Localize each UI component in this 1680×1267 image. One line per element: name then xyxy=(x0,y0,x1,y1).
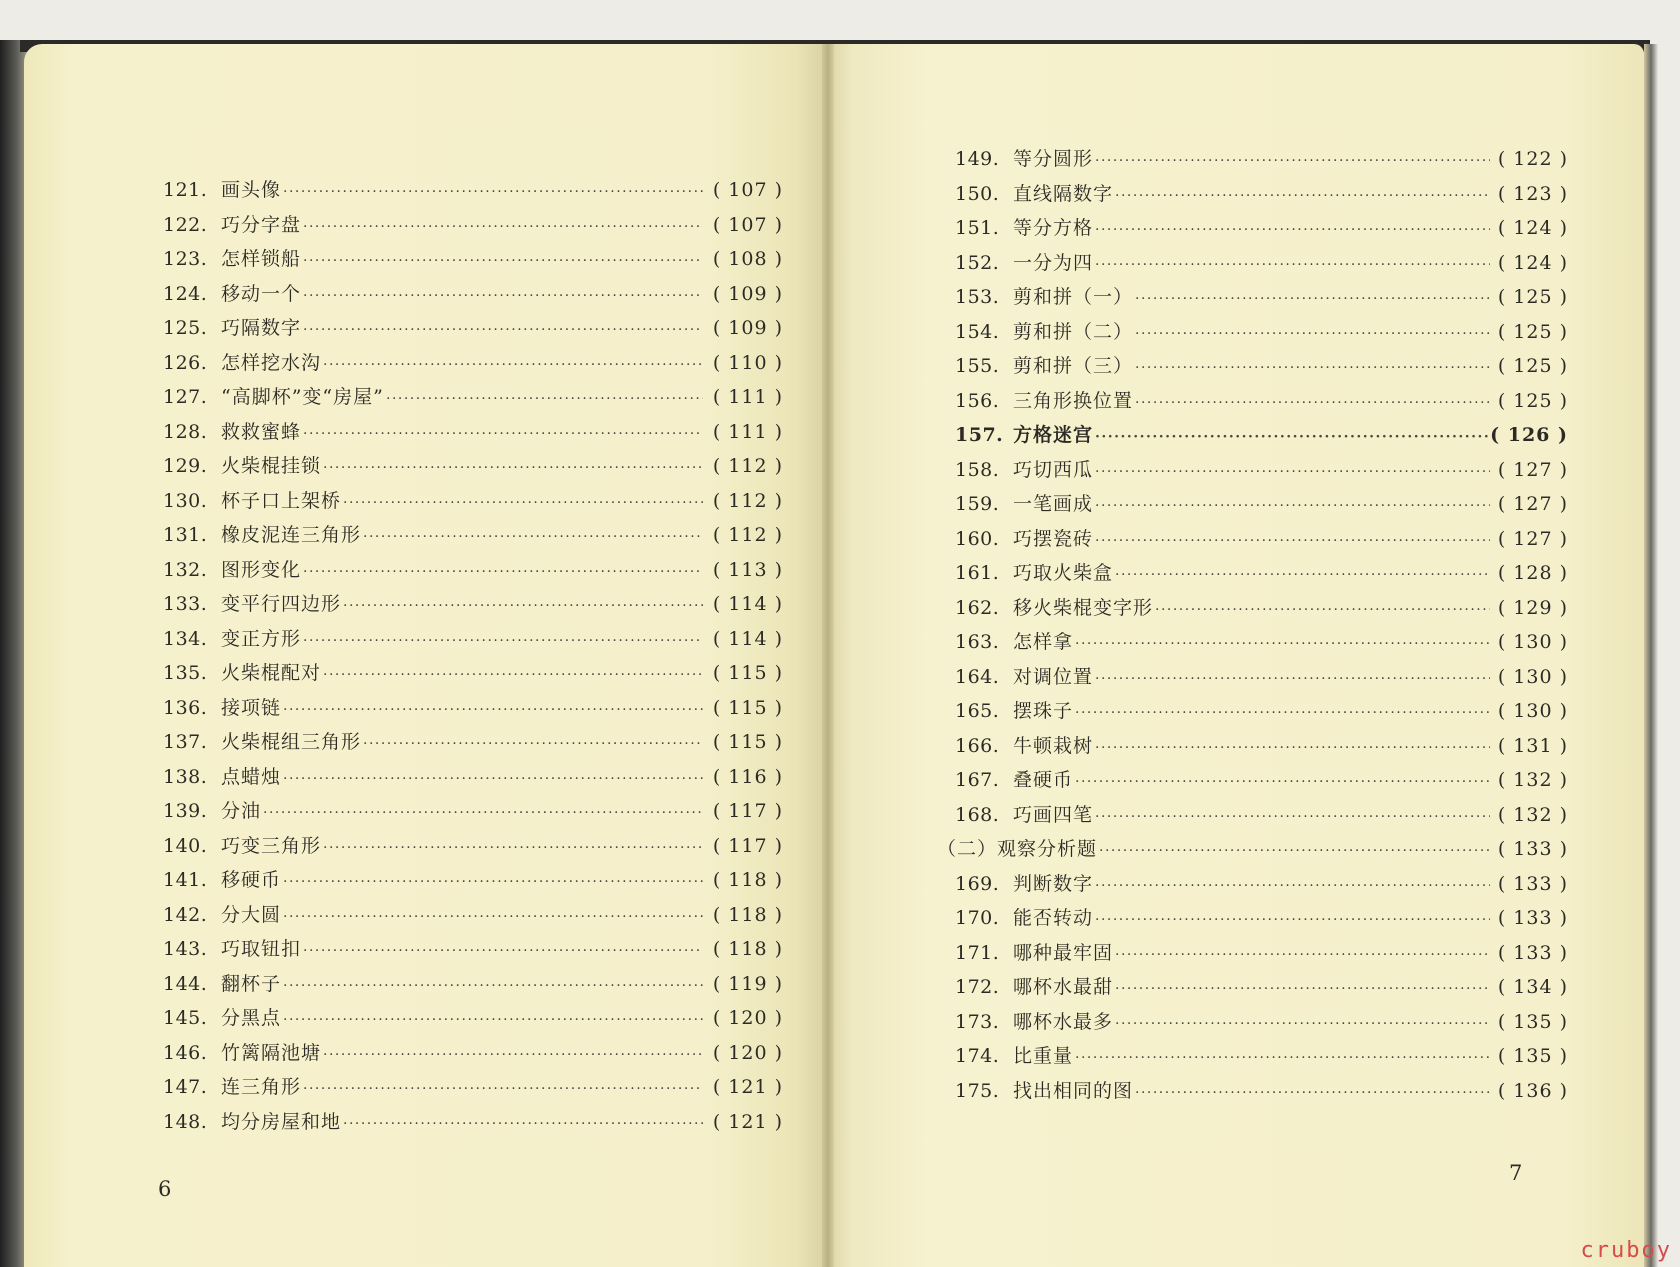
toc-entry-title: 剪和拼（一） xyxy=(1013,286,1134,308)
toc-entry-number: 148. xyxy=(163,1110,208,1133)
toc-entry-number: 163. xyxy=(955,631,1000,653)
toc-entry-number: 132. xyxy=(163,558,208,581)
toc-entry xyxy=(955,798,1568,833)
toc-entry xyxy=(163,691,783,726)
toc-entry-number: 121. xyxy=(163,179,208,201)
toc-entry-number: 131. xyxy=(163,524,208,546)
toc-entry-title: 等分方格 xyxy=(1013,217,1094,239)
toc-entry xyxy=(955,625,1568,660)
toc-entry-number: 144. xyxy=(163,972,208,995)
dot-leader xyxy=(1075,1039,1490,1074)
toc-entry-title: 能否转动 xyxy=(1013,907,1094,929)
toc-entry-title: 直线隔数字 xyxy=(1013,182,1114,205)
toc-entry-number: 166. xyxy=(955,734,1000,757)
toc-entry-title: 移动一个 xyxy=(221,282,302,305)
toc-entry-title: 救救蜜蜂 xyxy=(221,420,302,443)
toc-entry-number: 139. xyxy=(163,800,208,822)
toc-entry xyxy=(163,173,783,208)
toc-entry xyxy=(955,970,1568,1005)
dot-leader xyxy=(323,829,703,864)
dot-leader xyxy=(1095,798,1490,833)
toc-entry-page: ( 127 ) xyxy=(1497,458,1568,481)
toc-entry-number: 157. xyxy=(955,424,1004,446)
toc-entry-page: ( 130 ) xyxy=(1497,665,1568,688)
toc-entry xyxy=(955,1039,1568,1074)
toc-entry-number: 171. xyxy=(955,941,1000,964)
toc-entry-title: 判断数字 xyxy=(1013,872,1094,895)
toc-entry-title: 三角形换位置 xyxy=(1013,389,1134,412)
toc-entry-number: 154. xyxy=(955,320,1000,343)
toc-entry-page: ( 123 ) xyxy=(1497,182,1568,205)
dot-leader xyxy=(1095,729,1490,764)
dot-leader xyxy=(1135,384,1490,419)
dot-leader xyxy=(283,691,703,726)
toc-entry-page: ( 107 ) xyxy=(712,179,783,201)
toc-entry-number: 158. xyxy=(955,458,1000,481)
dot-leader xyxy=(283,173,703,208)
toc-entry xyxy=(955,522,1568,557)
toc-entry-title: 杯子口上架桥 xyxy=(221,489,342,512)
toc-entry-title: 找出相同的图 xyxy=(1013,1079,1134,1102)
toc-entry-title: 怎样锁船 xyxy=(221,248,302,270)
toc-entry-number: 175. xyxy=(955,1079,1000,1102)
toc-entry-title: 剪和拼（三） xyxy=(1013,355,1134,377)
toc-entry-page: ( 134 ) xyxy=(1497,976,1568,998)
toc-entry-page: ( 114 ) xyxy=(712,593,783,615)
toc-entry-number: 150. xyxy=(955,182,1000,205)
toc-list-left xyxy=(163,173,783,1139)
toc-entry-title: 摆珠子 xyxy=(1013,700,1074,722)
toc-entry-number: 137. xyxy=(163,731,208,753)
toc-entry-number: 127. xyxy=(163,386,208,408)
dot-leader xyxy=(283,760,703,795)
toc-entry xyxy=(955,556,1568,591)
toc-entry-number: 169. xyxy=(955,872,1000,895)
toc-entry-page: ( 111 ) xyxy=(712,386,783,408)
toc-entry-title: 哪种最牢固 xyxy=(1013,941,1114,964)
dot-leader xyxy=(303,1070,703,1105)
toc-entry-title: 怎样拿 xyxy=(1013,631,1074,653)
toc-entry-number: 170. xyxy=(955,907,1000,929)
toc-entry xyxy=(163,1105,783,1140)
dot-leader xyxy=(386,380,703,415)
toc-entry xyxy=(163,242,783,277)
toc-entry-title: 巧画四笔 xyxy=(1013,803,1094,826)
toc-entry-page: ( 116 ) xyxy=(712,765,783,788)
toc-list-right xyxy=(937,142,1568,1108)
toc-entry xyxy=(163,898,783,933)
toc-entry xyxy=(163,518,783,553)
dot-leader xyxy=(1115,936,1490,971)
dot-leader xyxy=(303,553,703,588)
toc-entry-page: ( 111 ) xyxy=(712,420,783,443)
book-right-edge xyxy=(1644,44,1658,1267)
dot-leader xyxy=(303,932,703,967)
toc-entry-title: 移火柴棍变字形 xyxy=(1013,596,1154,619)
toc-entry xyxy=(163,622,783,657)
dot-leader xyxy=(263,794,703,829)
dot-leader xyxy=(1115,1005,1490,1040)
dot-leader xyxy=(1099,832,1490,867)
toc-entry xyxy=(955,867,1568,902)
toc-entry-number: 160. xyxy=(955,527,1000,550)
toc-entry-page: ( 136 ) xyxy=(1497,1079,1568,1102)
dot-leader xyxy=(1155,591,1490,626)
toc-entry xyxy=(955,660,1568,695)
toc-entry-page: ( 127 ) xyxy=(1497,493,1568,515)
toc-entry-page: ( 109 ) xyxy=(712,317,783,339)
toc-entry-title: “高脚杯”变“房屋” xyxy=(221,386,384,408)
dot-leader xyxy=(1135,349,1490,384)
dot-leader xyxy=(343,484,703,519)
toc-entry-title: 火柴棍配对 xyxy=(221,662,322,684)
toc-entry xyxy=(163,449,783,484)
toc-section-heading xyxy=(937,832,1568,867)
dot-leader xyxy=(1135,1074,1490,1109)
toc-entry-page: ( 118 ) xyxy=(712,903,783,926)
toc-entry-page: ( 133 ) xyxy=(1497,941,1568,964)
toc-entry-number: 130. xyxy=(163,489,208,512)
toc-entry-title: 点蜡烛 xyxy=(221,765,282,788)
toc-entry-page: ( 135 ) xyxy=(1497,1045,1568,1067)
toc-entry xyxy=(163,794,783,829)
toc-entry xyxy=(163,1001,783,1036)
dot-leader xyxy=(1135,280,1490,315)
toc-entry xyxy=(955,384,1568,419)
toc-entry-number: 161. xyxy=(955,562,1000,584)
toc-entry-number: 126. xyxy=(163,351,208,374)
dot-leader xyxy=(1115,970,1490,1005)
dot-leader xyxy=(283,898,703,933)
dot-leader xyxy=(343,587,703,622)
toc-entry-title: 接项链 xyxy=(221,696,282,719)
toc-entry-number: 159. xyxy=(955,493,1000,515)
toc-entry-title: 均分房屋和地 xyxy=(221,1110,342,1133)
toc-entry-number: 128. xyxy=(163,420,208,443)
toc-entry-page: ( 112 ) xyxy=(712,524,783,546)
toc-entry-title: 哪杯水最甜 xyxy=(1013,976,1114,998)
dot-leader xyxy=(303,242,703,277)
toc-entry-number: 135. xyxy=(163,662,208,684)
toc-entry xyxy=(955,280,1568,315)
toc-entry xyxy=(955,349,1568,384)
toc-entry xyxy=(163,208,783,243)
toc-entry-page: ( 117 ) xyxy=(712,800,783,822)
dot-leader xyxy=(1095,660,1490,695)
toc-entry-title: 图形变化 xyxy=(221,558,302,581)
toc-entry xyxy=(163,829,783,864)
dot-leader xyxy=(1075,763,1490,798)
dot-leader xyxy=(1095,418,1490,453)
toc-entry-page: ( 120 ) xyxy=(712,1007,783,1029)
toc-entry xyxy=(163,346,783,381)
toc-entry-page: ( 117 ) xyxy=(712,834,783,857)
toc-entry-page: ( 108 ) xyxy=(712,248,783,270)
toc-entry-page: ( 131 ) xyxy=(1497,734,1568,757)
toc-entry-page: ( 132 ) xyxy=(1497,769,1568,791)
toc-entry-number: 123. xyxy=(163,248,208,270)
toc-entry-number: 155. xyxy=(955,355,1000,377)
dot-leader xyxy=(323,1036,703,1071)
toc-entry xyxy=(955,1074,1568,1109)
toc-entry-title: 橡皮泥连三角形 xyxy=(221,524,362,546)
watermark: cruboy xyxy=(1580,1238,1672,1263)
toc-entry-number: 145. xyxy=(163,1007,208,1029)
page-number-right: 7 xyxy=(1509,1161,1523,1185)
dot-leader xyxy=(1115,177,1490,212)
toc-entry-title: 巧分字盘 xyxy=(221,213,302,236)
toc-entry xyxy=(163,932,783,967)
toc-entry xyxy=(163,553,783,588)
toc-entry xyxy=(163,587,783,622)
toc-entry-page: ( 112 ) xyxy=(712,489,783,512)
toc-entry-page: ( 120 ) xyxy=(712,1041,783,1064)
toc-entry-number: 147. xyxy=(163,1076,208,1098)
toc-entry xyxy=(955,142,1568,177)
toc-entry-number: 151. xyxy=(955,217,1000,239)
toc-entry-title: （二）观察分析题 xyxy=(937,838,1098,860)
toc-entry-title: 等分圆形 xyxy=(1013,148,1094,170)
toc-entry-page: ( 115 ) xyxy=(712,731,783,753)
dot-leader xyxy=(1095,246,1490,281)
dot-leader xyxy=(283,863,703,898)
toc-entry-title: 变平行四边形 xyxy=(221,593,342,615)
dot-leader xyxy=(1135,315,1490,350)
toc-entry xyxy=(163,760,783,795)
toc-entry-title: 移硬币 xyxy=(221,869,282,891)
dot-leader xyxy=(363,518,703,553)
toc-entry-title: 巧摆瓷砖 xyxy=(1013,527,1094,550)
toc-entry-number: 149. xyxy=(955,148,1000,170)
page-number-left: 6 xyxy=(158,1177,172,1201)
dot-leader xyxy=(1095,522,1490,557)
toc-entry-page: ( 113 ) xyxy=(712,558,783,581)
toc-entry xyxy=(955,901,1568,936)
dot-leader xyxy=(1095,901,1490,936)
toc-entry-page: ( 132 ) xyxy=(1497,803,1568,826)
toc-entry-page: ( 115 ) xyxy=(712,662,783,684)
toc-entry-page: ( 112 ) xyxy=(712,455,783,477)
dot-leader xyxy=(1075,625,1490,660)
toc-entry-title: 巧变三角形 xyxy=(221,834,322,857)
toc-entry-title: 剪和拼（二） xyxy=(1013,320,1134,343)
toc-entry xyxy=(955,487,1568,522)
toc-entry xyxy=(955,591,1568,626)
toc-entry-page: ( 121 ) xyxy=(712,1076,783,1098)
toc-entry-number: 162. xyxy=(955,596,1000,619)
toc-entry-title: 叠硬币 xyxy=(1013,769,1074,791)
toc-entry-page: ( 121 ) xyxy=(712,1110,783,1133)
toc-entry-page: ( 133 ) xyxy=(1497,872,1568,895)
toc-entry xyxy=(955,418,1568,453)
toc-entry-number: 153. xyxy=(955,286,1000,308)
toc-entry-number: 146. xyxy=(163,1041,208,1064)
toc-entry-page: ( 135 ) xyxy=(1497,1010,1568,1033)
toc-entry-title: 牛顿栽树 xyxy=(1013,734,1094,757)
toc-entry-page: ( 118 ) xyxy=(712,869,783,891)
toc-entry-page: ( 124 ) xyxy=(1497,217,1568,239)
toc-entry-number: 134. xyxy=(163,627,208,650)
toc-entry-title: 怎样挖水沟 xyxy=(221,351,322,374)
toc-entry-number: 167. xyxy=(955,769,1000,791)
toc-entry-page: ( 110 ) xyxy=(712,351,783,374)
toc-entry xyxy=(955,694,1568,729)
toc-entry-page: ( 133 ) xyxy=(1497,907,1568,929)
toc-entry-page: ( 107 ) xyxy=(712,213,783,236)
toc-entry-title: 画头像 xyxy=(221,179,282,201)
toc-entry-page: ( 125 ) xyxy=(1497,355,1568,377)
toc-entry-page: ( 119 ) xyxy=(712,972,783,995)
toc-entry xyxy=(163,863,783,898)
toc-entry xyxy=(163,967,783,1002)
toc-entry-number: 141. xyxy=(163,869,208,891)
toc-entry-title: 火柴棍组三角形 xyxy=(221,731,362,753)
toc-entry-title: 巧切西瓜 xyxy=(1013,458,1094,481)
toc-entry-number: 136. xyxy=(163,696,208,719)
toc-entry-number: 138. xyxy=(163,765,208,788)
toc-entry-title: 火柴棍挂锁 xyxy=(221,455,322,477)
dot-leader xyxy=(303,622,703,657)
toc-entry-title: 比重量 xyxy=(1013,1045,1074,1067)
toc-entry-page: ( 126 ) xyxy=(1490,424,1568,446)
toc-entry-number: 174. xyxy=(955,1045,1000,1067)
toc-entry-number: 125. xyxy=(163,317,208,339)
dot-leader xyxy=(303,415,703,450)
dot-leader xyxy=(283,1001,703,1036)
toc-entry xyxy=(955,246,1568,281)
toc-entry-title: 一笔画成 xyxy=(1013,493,1094,515)
toc-entry xyxy=(163,380,783,415)
dot-leader xyxy=(1095,453,1490,488)
toc-entry-number: 133. xyxy=(163,593,208,615)
toc-entry xyxy=(163,484,783,519)
toc-entry-number: 164. xyxy=(955,665,1000,688)
toc-entry-number: 165. xyxy=(955,700,1000,722)
toc-entry xyxy=(163,656,783,691)
toc-entry xyxy=(955,453,1568,488)
toc-entry xyxy=(955,763,1568,798)
toc-entry-number: 173. xyxy=(955,1010,1000,1033)
toc-entry-title: 翻杯子 xyxy=(221,972,282,995)
toc-entry xyxy=(955,315,1568,350)
book-spine xyxy=(822,44,834,1267)
toc-entry xyxy=(955,177,1568,212)
toc-entry xyxy=(163,1036,783,1071)
toc-entry-number: 122. xyxy=(163,213,208,236)
dot-leader xyxy=(323,656,703,691)
dot-leader xyxy=(1095,487,1490,522)
toc-entry-number: 129. xyxy=(163,455,208,477)
dot-leader xyxy=(1115,556,1490,591)
toc-entry xyxy=(163,311,783,346)
toc-entry-page: ( 115 ) xyxy=(712,696,783,719)
toc-entry-number: 142. xyxy=(163,903,208,926)
dot-leader xyxy=(323,449,703,484)
dot-leader xyxy=(283,967,703,1002)
toc-entry-title: 巧隔数字 xyxy=(221,317,302,339)
toc-entry-page: ( 118 ) xyxy=(712,938,783,960)
toc-entry-page: ( 130 ) xyxy=(1497,700,1568,722)
toc-entry xyxy=(163,1070,783,1105)
toc-entry-title: 分大圆 xyxy=(221,903,282,926)
toc-entry-title: 对调位置 xyxy=(1013,665,1094,688)
toc-entry-page: ( 130 ) xyxy=(1497,631,1568,653)
toc-entry-title: 巧取钮扣 xyxy=(221,938,302,960)
dot-leader xyxy=(363,725,703,760)
toc-entry-page: ( 128 ) xyxy=(1497,562,1568,584)
dot-leader xyxy=(1095,867,1490,902)
toc-entry-title: 哪杯水最多 xyxy=(1013,1010,1114,1033)
dot-leader xyxy=(303,277,703,312)
toc-entry-number: 143. xyxy=(163,938,208,960)
toc-entry-page: ( 109 ) xyxy=(712,282,783,305)
toc-entry-number: 124. xyxy=(163,282,208,305)
toc-entry xyxy=(955,211,1568,246)
toc-entry xyxy=(955,1005,1568,1040)
toc-entry-page: ( 122 ) xyxy=(1497,148,1568,170)
toc-entry-page: ( 125 ) xyxy=(1497,389,1568,412)
toc-entry-title: 巧取火柴盒 xyxy=(1013,562,1114,584)
toc-entry xyxy=(955,936,1568,971)
toc-entry-page: ( 125 ) xyxy=(1497,286,1568,308)
toc-entry-number: 156. xyxy=(955,389,1000,412)
toc-entry-title: 竹篱隔池塘 xyxy=(221,1041,322,1064)
dot-leader xyxy=(323,346,703,381)
toc-entry xyxy=(955,729,1568,764)
toc-entry xyxy=(163,415,783,450)
toc-entry-page: ( 129 ) xyxy=(1497,596,1568,619)
toc-entry-title: 方格迷宫 xyxy=(1013,424,1094,446)
toc-entry-title: 分黑点 xyxy=(221,1007,282,1029)
toc-entry-page: ( 114 ) xyxy=(712,627,783,650)
toc-entry-title: 分油 xyxy=(221,800,262,822)
dot-leader xyxy=(1095,211,1490,246)
toc-entry-number: 172. xyxy=(955,976,1000,998)
dot-leader xyxy=(1075,694,1490,729)
toc-entry-title: 连三角形 xyxy=(221,1076,302,1098)
toc-entry xyxy=(163,277,783,312)
toc-entry-page: ( 127 ) xyxy=(1497,527,1568,550)
toc-entry-page: ( 125 ) xyxy=(1497,320,1568,343)
dot-leader xyxy=(1095,142,1490,177)
dot-leader xyxy=(343,1105,703,1140)
dot-leader xyxy=(303,208,703,243)
dot-leader xyxy=(303,311,703,346)
toc-entry-number: 140. xyxy=(163,834,208,857)
toc-entry-title: 一分为四 xyxy=(1013,251,1094,274)
toc-entry-page: ( 124 ) xyxy=(1497,251,1568,274)
toc-entry-title: 变正方形 xyxy=(221,627,302,650)
toc-entry-number: 168. xyxy=(955,803,1000,826)
toc-entry-page: ( 133 ) xyxy=(1497,838,1568,860)
toc-entry-number: 152. xyxy=(955,251,1000,274)
toc-entry xyxy=(163,725,783,760)
